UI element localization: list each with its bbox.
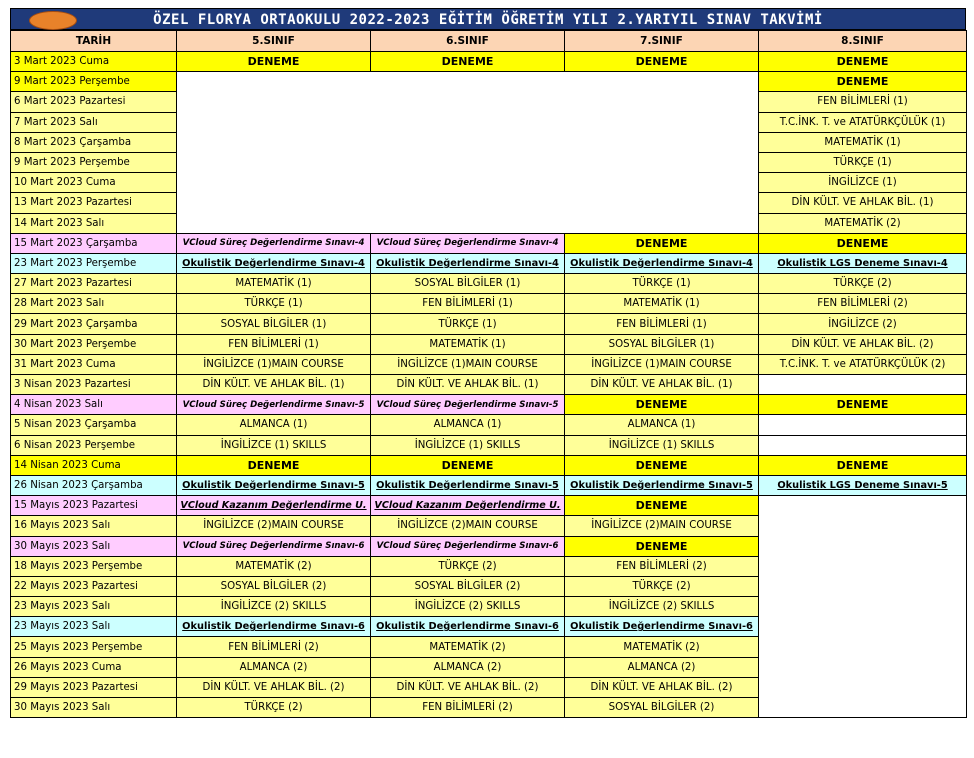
grade-5-exam-cell: DENEME <box>177 455 371 475</box>
grade-7-exam-cell: İNGİLİZCE (2)MAIN COURSE <box>565 516 759 536</box>
schedule-row <box>11 475 967 495</box>
grade-5-exam-cell: DİN KÜLT. VE AHLAK BİL. (1) <box>177 375 371 395</box>
date-cell: 14 Mart 2023 Salı <box>11 213 177 233</box>
schedule-row <box>11 496 967 516</box>
grade-6-exam-cell: TÜRKÇE (2) <box>371 556 565 576</box>
grade-7-exam-cell: DENEME <box>565 395 759 415</box>
grade-8-exam-cell <box>759 415 967 435</box>
date-cell: 23 Mart 2023 Perşembe <box>11 253 177 273</box>
header-grade-5: 5.SINIF <box>177 31 371 52</box>
schedule-row <box>11 72 967 92</box>
grade-7-exam-cell: FEN BİLİMLERİ (2) <box>565 556 759 576</box>
date-cell: 30 Mayıs 2023 Salı <box>11 698 177 718</box>
grade-5-exam-cell: SOSYAL BİLGİLER (1) <box>177 314 371 334</box>
header-grade-7: 7.SINIF <box>565 31 759 52</box>
date-cell: 22 Mayıs 2023 Pazartesi <box>11 576 177 596</box>
grade-5-exam-cell: Okulistik Değerlendirme Sınavı-4 <box>177 253 371 273</box>
grade-6-exam-cell: ALMANCA (2) <box>371 657 565 677</box>
grade-6-exam-cell: VCloud Süreç Değerlendirme Sınavı-6 <box>371 536 565 556</box>
grade-7-exam-cell: İNGİLİZCE (1) SKILLS <box>565 435 759 455</box>
grade-8-exam-cell: DENEME <box>759 395 967 415</box>
date-cell: 8 Mart 2023 Çarşamba <box>11 132 177 152</box>
grade-5-exam-cell: Okulistik Değerlendirme Sınavı-5 <box>177 475 371 495</box>
grade-5-exam-cell: Okulistik Değerlendirme Sınavı-6 <box>177 617 371 637</box>
grade-7-exam-cell: İNGİLİZCE (1)MAIN COURSE <box>565 354 759 374</box>
schedule-row <box>11 233 967 253</box>
grade-8-exam-cell: FEN BİLİMLERİ (2) <box>759 294 967 314</box>
grade-5-exam-cell: VCloud Kazanım Değerlendirme U. <box>177 496 371 516</box>
schedule-row <box>11 455 967 475</box>
grade-5-exam-cell: TÜRKÇE (1) <box>177 294 371 314</box>
grade-5-exam-cell: DENEME <box>177 52 371 72</box>
schedule-table <box>10 30 967 718</box>
grade-8-exam-cell: TÜRKÇE (2) <box>759 274 967 294</box>
grade-7-exam-cell: SOSYAL BİLGİLER (1) <box>565 334 759 354</box>
grade-6-exam-cell: İNGİLİZCE (2) SKILLS <box>371 597 565 617</box>
grade-7-exam-cell: TÜRKÇE (1) <box>565 274 759 294</box>
schedule-row <box>11 375 967 395</box>
grade-7-exam-cell: Okulistik Değerlendirme Sınavı-5 <box>565 475 759 495</box>
grade-6-exam-cell: SOSYAL BİLGİLER (1) <box>371 274 565 294</box>
date-cell: 6 Nisan 2023 Perşembe <box>11 435 177 455</box>
grade-6-exam-cell: İNGİLİZCE (1)MAIN COURSE <box>371 354 565 374</box>
grade-5-exam-cell: ALMANCA (2) <box>177 657 371 677</box>
grade-5-exam-cell: VCloud Süreç Değerlendirme Sınavı-6 <box>177 536 371 556</box>
grade-6-exam-cell: VCloud Süreç Değerlendirme Sınavı-5 <box>371 395 565 415</box>
schedule-row <box>11 435 967 455</box>
schedule-row <box>11 52 967 72</box>
date-cell: 18 Mayıs 2023 Perşembe <box>11 556 177 576</box>
grade-7-exam-cell: ALMANCA (2) <box>565 657 759 677</box>
date-cell: 29 Mayıs 2023 Pazartesi <box>11 677 177 697</box>
grade-7-exam-cell: FEN BİLİMLERİ (1) <box>565 314 759 334</box>
grade-7-exam-cell: Okulistik Değerlendirme Sınavı-6 <box>565 617 759 637</box>
grade-7-exam-cell: Okulistik Değerlendirme Sınavı-4 <box>565 253 759 273</box>
header-date: TARİH <box>11 31 177 52</box>
grade-5-exam-cell: İNGİLİZCE (1) SKILLS <box>177 435 371 455</box>
date-cell: 30 Mayıs 2023 Salı <box>11 536 177 556</box>
date-cell: 6 Mart 2023 Pazartesi <box>11 92 177 112</box>
grade-5-exam-cell: MATEMATİK (1) <box>177 274 371 294</box>
schedule-row <box>11 354 967 374</box>
grade-6-exam-cell: Okulistik Değerlendirme Sınavı-6 <box>371 617 565 637</box>
grade-8-exam-cell: FEN BİLİMLERİ (1) <box>759 92 967 112</box>
header-grade-8: 8.SINIF <box>759 31 967 52</box>
grade-6-exam-cell: SOSYAL BİLGİLER (2) <box>371 576 565 596</box>
grade-8-exam-cell: DENEME <box>759 455 967 475</box>
exam-schedule-sheet <box>10 8 966 718</box>
schedule-row <box>11 253 967 273</box>
grade-7-exam-cell: DENEME <box>565 52 759 72</box>
grade-8-exam-cell: T.C.İNK. T. ve ATATÜRKÇÜLÜK (1) <box>759 112 967 132</box>
date-cell: 3 Mart 2023 Cuma <box>11 52 177 72</box>
date-cell: 23 Mayıs 2023 Salı <box>11 617 177 637</box>
grade-5-exam-cell: FEN BİLİMLERİ (2) <box>177 637 371 657</box>
date-cell: 13 Mart 2023 Pazartesi <box>11 193 177 213</box>
schedule-row <box>11 334 967 354</box>
grade-7-exam-cell: ALMANCA (1) <box>565 415 759 435</box>
grade-8-exam-cell: TÜRKÇE (1) <box>759 152 967 172</box>
grade-6-exam-cell: MATEMATİK (1) <box>371 334 565 354</box>
grade-8-exam-cell: DENEME <box>759 233 967 253</box>
grade-7-exam-cell: DİN KÜLT. VE AHLAK BİL. (2) <box>565 677 759 697</box>
grade-6-exam-cell: MATEMATİK (2) <box>371 637 565 657</box>
date-cell: 31 Mart 2023 Cuma <box>11 354 177 374</box>
grade-8-exam-cell: T.C.İNK. T. ve ATATÜRKÇÜLÜK (2) <box>759 354 967 374</box>
date-cell: 16 Mayıs 2023 Salı <box>11 516 177 536</box>
grade-8-exam-cell: DENEME <box>759 72 967 92</box>
title-bar <box>10 8 966 30</box>
grade-7-exam-cell: DENEME <box>565 496 759 516</box>
grade-6-exam-cell: DENEME <box>371 52 565 72</box>
date-cell: 28 Mart 2023 Salı <box>11 294 177 314</box>
grade-8-empty-block <box>759 496 967 718</box>
date-cell: 10 Mart 2023 Cuma <box>11 173 177 193</box>
grade-6-exam-cell: Okulistik Değerlendirme Sınavı-5 <box>371 475 565 495</box>
grade-6-exam-cell: FEN BİLİMLERİ (2) <box>371 698 565 718</box>
grade-7-exam-cell: DİN KÜLT. VE AHLAK BİL. (1) <box>565 375 759 395</box>
date-cell: 26 Nisan 2023 Çarşamba <box>11 475 177 495</box>
grade-5-exam-cell: VCloud Süreç Değerlendirme Sınavı-5 <box>177 395 371 415</box>
header-row <box>11 31 967 52</box>
grade-5-exam-cell: TÜRKÇE (2) <box>177 698 371 718</box>
schedule-row <box>11 274 967 294</box>
grade-6-exam-cell: DİN KÜLT. VE AHLAK BİL. (2) <box>371 677 565 697</box>
grade-5-exam-cell: İNGİLİZCE (2) SKILLS <box>177 597 371 617</box>
grade-8-exam-cell: DENEME <box>759 52 967 72</box>
date-cell: 26 Mayıs 2023 Cuma <box>11 657 177 677</box>
date-cell: 14 Nisan 2023 Cuma <box>11 455 177 475</box>
date-cell: 15 Mart 2023 Çarşamba <box>11 233 177 253</box>
school-logo <box>29 11 77 30</box>
grade-7-exam-cell: SOSYAL BİLGİLER (2) <box>565 698 759 718</box>
grade-8-exam-cell <box>759 375 967 395</box>
grade-6-exam-cell: ALMANCA (1) <box>371 415 565 435</box>
grade-8-exam-cell: MATEMATİK (1) <box>759 132 967 152</box>
date-cell: 4 Nisan 2023 Salı <box>11 395 177 415</box>
grade-8-exam-cell: DİN KÜLT. VE AHLAK BİL. (2) <box>759 334 967 354</box>
date-cell: 7 Mart 2023 Salı <box>11 112 177 132</box>
date-cell: 3 Nisan 2023 Pazartesi <box>11 375 177 395</box>
date-cell: 15 Mayıs 2023 Pazartesi <box>11 496 177 516</box>
grade-5-exam-cell: İNGİLİZCE (1)MAIN COURSE <box>177 354 371 374</box>
grade-6-exam-cell: İNGİLİZCE (2)MAIN COURSE <box>371 516 565 536</box>
schedule-row <box>11 314 967 334</box>
date-cell: 23 Mayıs 2023 Salı <box>11 597 177 617</box>
date-cell: 5 Nisan 2023 Çarşamba <box>11 415 177 435</box>
grade-5-exam-cell: DİN KÜLT. VE AHLAK BİL. (2) <box>177 677 371 697</box>
schedule-row <box>11 395 967 415</box>
grade-5-exam-cell: VCloud Süreç Değerlendirme Sınavı-4 <box>177 233 371 253</box>
date-cell: 27 Mart 2023 Pazartesi <box>11 274 177 294</box>
sheet-title: ÖZEL FLORYA ORTAOKULU 2022-2023 EĞİTİM ÖĞRETİM YILI 2.YARIYIL SINAV TAKVİMİ <box>153 12 823 28</box>
grade-5-exam-cell: İNGİLİZCE (2)MAIN COURSE <box>177 516 371 536</box>
date-cell: 25 Mayıs 2023 Perşembe <box>11 637 177 657</box>
grade-8-exam-cell: DİN KÜLT. VE AHLAK BİL. (1) <box>759 193 967 213</box>
grade-6-exam-cell: İNGİLİZCE (1) SKILLS <box>371 435 565 455</box>
grade-5-exam-cell: SOSYAL BİLGİLER (2) <box>177 576 371 596</box>
grade-8-exam-cell: İNGİLİZCE (2) <box>759 314 967 334</box>
grade-6-exam-cell: VCloud Kazanım Değerlendirme U. <box>371 496 565 516</box>
date-cell: 9 Mart 2023 Perşembe <box>11 152 177 172</box>
date-cell: 30 Mart 2023 Perşembe <box>11 334 177 354</box>
grade-7-exam-cell: TÜRKÇE (2) <box>565 576 759 596</box>
empty-block <box>177 72 759 234</box>
grade-7-exam-cell: MATEMATİK (2) <box>565 637 759 657</box>
grade-6-exam-cell: TÜRKÇE (1) <box>371 314 565 334</box>
grade-6-exam-cell: Okulistik Değerlendirme Sınavı-4 <box>371 253 565 273</box>
grade-8-exam-cell: İNGİLİZCE (1) <box>759 173 967 193</box>
grade-5-exam-cell: MATEMATİK (2) <box>177 556 371 576</box>
grade-6-exam-cell: DENEME <box>371 455 565 475</box>
grade-8-exam-cell: MATEMATİK (2) <box>759 213 967 233</box>
grade-6-exam-cell: FEN BİLİMLERİ (1) <box>371 294 565 314</box>
grade-7-exam-cell: MATEMATİK (1) <box>565 294 759 314</box>
schedule-row <box>11 294 967 314</box>
schedule-row <box>11 415 967 435</box>
grade-6-exam-cell: DİN KÜLT. VE AHLAK BİL. (1) <box>371 375 565 395</box>
date-cell: 9 Mart 2023 Perşembe <box>11 72 177 92</box>
grade-5-exam-cell: ALMANCA (1) <box>177 415 371 435</box>
header-grade-6: 6.SINIF <box>371 31 565 52</box>
grade-5-exam-cell: FEN BİLİMLERİ (1) <box>177 334 371 354</box>
grade-8-exam-cell: Okulistik LGS Deneme Sınavı-5 <box>759 475 967 495</box>
grade-8-exam-cell: Okulistik LGS Deneme Sınavı-4 <box>759 253 967 273</box>
grade-7-exam-cell: DENEME <box>565 536 759 556</box>
grade-6-exam-cell: VCloud Süreç Değerlendirme Sınavı-4 <box>371 233 565 253</box>
date-cell: 29 Mart 2023 Çarşamba <box>11 314 177 334</box>
grade-7-exam-cell: DENEME <box>565 455 759 475</box>
grade-7-exam-cell: DENEME <box>565 233 759 253</box>
grade-7-exam-cell: İNGİLİZCE (2) SKILLS <box>565 597 759 617</box>
grade-8-exam-cell <box>759 435 967 455</box>
